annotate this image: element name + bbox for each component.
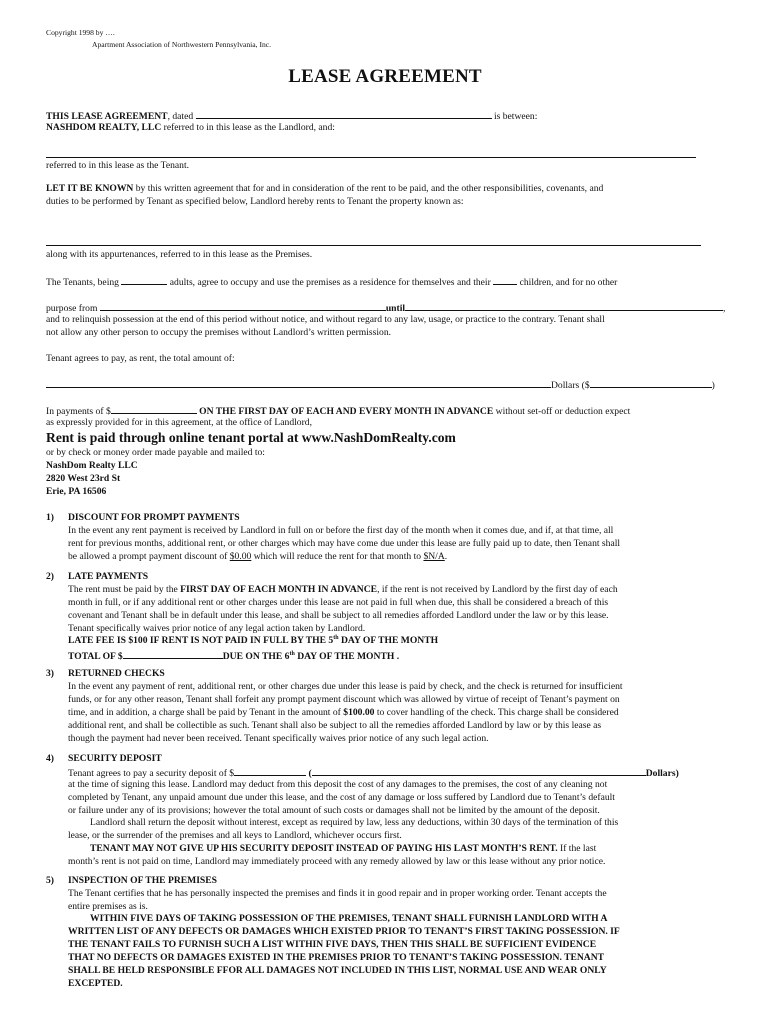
section-3-line-4: additional rent, and shall be collectible as such. Tenant shall also be subject to all the remedies afforded Landlord by law or by this lease as	[68, 720, 602, 731]
section-4-line-3: completed by Tenant, any unpaid amount due under this lease, and the cost of any damage or loss suffered by Landlord due to Tenant’s default	[68, 792, 615, 803]
section-3-heading: RETURNED CHECKS	[68, 668, 165, 679]
due-on-label: DUE ON THE 6	[222, 651, 290, 662]
section-3-line-3	[68, 707, 619, 719]
payments-line	[46, 404, 630, 418]
let-it-be-known-text: by this written agreement that for and in consideration of the rent to be paid, and the other responsibilities, covenants, and	[133, 183, 604, 194]
section-1-heading: DISCOUNT FOR PROMPT PAYMENTS	[68, 512, 240, 523]
section-1-number: 1)	[46, 512, 54, 523]
section-4-line-8: month’s rent is not paid on time, Landlord may immediately proceed with any remedy allowed by law or this lease without any prior notice.	[68, 856, 606, 867]
until-label: until	[385, 303, 406, 314]
tenants-line	[46, 275, 617, 289]
tenant-clause: referred to in this lease as the Tenant.	[46, 160, 190, 171]
adults-count-blank[interactable]	[121, 275, 167, 285]
landlord-name: NASHDOM REALTY, LLC	[46, 122, 162, 133]
discount-text: be allowed a prompt payment discount of	[68, 551, 230, 562]
intro-line-2	[46, 122, 335, 134]
dollars-label: Dollars ($	[551, 380, 590, 391]
late-text-a: The rent must be paid by the	[68, 584, 181, 595]
let-it-be-known-line	[46, 183, 603, 195]
address-line-1: NashDom Realty LLC	[46, 460, 138, 471]
section-5-number: 5)	[46, 875, 54, 886]
purpose-comma: ,	[723, 303, 726, 314]
end-date-blank[interactable]	[405, 301, 723, 311]
rent-intro: Tenant agrees to pay, as rent, the total amount of:	[46, 353, 235, 364]
total-due-line	[68, 649, 399, 663]
purpose-from-label: purpose from	[46, 303, 98, 314]
section-4-line-7	[90, 843, 596, 855]
late-fee-text-b: DAY OF THE MONTH	[338, 635, 439, 646]
landlord-clause: referred to in this lease as the Landlord, and:	[161, 122, 335, 133]
relinquish-line: and to relinquish possession at the end of this period without notice, and without regard to any law, usage, or practice to the contrary. Tenant shall	[46, 314, 605, 325]
rent-total-words-blank[interactable]	[46, 378, 551, 388]
due-day-text: DAY OF THE MONTH .	[294, 651, 400, 662]
deposit-dollars-label: Dollars)	[645, 768, 679, 779]
section-5-line-5: THE TENANT FAILS TO FURNISH SUCH A LIST WITHIN FIVE DAYS, THEN THIS SHALL BE SUFFICIENT EVIDENCE	[68, 939, 597, 950]
section-4-heading: SECURITY DEPOSIT	[68, 753, 162, 764]
section-5-line-7: SHALL BE HELD RESPONSIBLE FFOR ALL DAMAGES NOT INCLUDED IN THIS LIST, NORMAL USE AND WEAR ONLY	[68, 965, 607, 976]
section-4-line-4: or failure under any of its provisions; however the total amount of such costs or damages shall not be limited by the amount of the deposit.	[68, 805, 600, 816]
returned-check-text-c: to cover handling of the check. This charge shall be considered	[374, 707, 619, 718]
payment-schedule: ON THE FIRST DAY OF EACH AND EVERY MONTH IN ADVANCE	[199, 406, 494, 417]
discount-amount: $0.00	[229, 551, 252, 562]
address-line-3: Erie, PA 16506	[46, 486, 107, 497]
section-1-line-2: rent for previous months, additional rent, or other charges which may have come due under this lease are fully paid up to date, then Tenant shall	[68, 538, 621, 549]
occupancy-line: not allow any other person to occupy the premises without Landlord’s written permission.	[46, 327, 392, 338]
late-text-c: , if the rent is not received by Landlord by the first day of each	[377, 584, 618, 595]
returned-check-fee: $100.00	[343, 707, 375, 718]
section-5-line-8: EXCEPTED.	[68, 978, 123, 989]
deposit-paren: (	[308, 768, 312, 779]
intro-heading: THIS LEASE AGREEMENT	[46, 111, 168, 122]
purpose-line	[46, 301, 725, 315]
section-3-line-2: funds, or for any other reason, Tenant shall forfeit any prompt payment discount which was allowed by virtue of receipt of Tenant’s payment on	[68, 694, 620, 705]
total-of-label: TOTAL OF $	[68, 651, 123, 662]
tenant-portal-line: Rent is paid through online tenant portal at www.NashDomRealty.com	[46, 430, 456, 445]
discounted-rent-amount: $N/A	[423, 551, 445, 562]
deposit-words-blank[interactable]	[312, 766, 646, 776]
section-2-line-1	[68, 584, 618, 596]
intro-between-label: is between:	[493, 111, 538, 122]
premises-line: along with its appurtenances, referred to in this lease as the Premises.	[46, 249, 313, 260]
payment-setoff-text: without set-off or deduction expect	[493, 406, 631, 417]
section-4-number: 4)	[46, 753, 54, 764]
property-blank[interactable]	[46, 245, 701, 246]
late-fee-text: LATE FEE IS $100 IF RENT IS NOT PAID IN FULL BY THE 5	[68, 635, 334, 646]
copyright-publisher: Apartment Association of Northwestern Pennsylvania, Inc.	[92, 40, 272, 49]
address-line-2: 2820 West 23rd St	[46, 473, 121, 484]
duties-line: duties to be performed by Tenant as specified below, Landlord hereby rents to Tenant the property known as:	[46, 196, 464, 207]
section-4-line-2: at the time of signing this lease. Landlord may deduct from this deposit the cost of any damages to the premises, the cost of any cleaning not	[68, 779, 608, 790]
section-4-line-1	[68, 766, 679, 780]
section-5-line-6: THAT NO DEFECTS OR DAMAGES EXISTED IN THE PREMISES PRIOR TO TENANT’S TAKING POSSESSION. TENANT	[68, 952, 605, 963]
section-5-line-3: WITHIN FIVE DAYS OF TAKING POSSESSION OF THE PREMISES, TENANT SHALL FURNISH LANDLORD WITH A	[90, 913, 608, 924]
tenants-occupy-text: adults, agree to occupy and use the premises as a residence for themselves and their	[169, 277, 491, 288]
tenants-children-text: children, and for no other	[519, 277, 618, 288]
tenants-being-label: The Tenants, being	[46, 277, 119, 288]
children-count-blank[interactable]	[493, 275, 517, 285]
late-due-date: FIRST DAY OF EACH MONTH IN ADVANCE	[180, 584, 378, 595]
section-5-line-4: WRITTEN LIST OF ANY DEFECTS OR DAMAGES WHICH EXISTED PRIOR TO TENANT’S FIRST TAKING POSSESSION. IF	[68, 926, 620, 937]
section-2-number: 2)	[46, 571, 54, 582]
deposit-warning-tail: If the last	[557, 843, 597, 854]
mail-line: or by check or money order made payable and mailed to:	[46, 447, 265, 458]
section-5-heading: INSPECTION OF THE PREMISES	[68, 875, 218, 886]
discount-reduce-text: which will reduce the rent for that month to	[251, 551, 424, 562]
section-4-line-6: lease, or the surrender of the premises and all keys to Landlord, whichever occurs first.	[68, 830, 402, 841]
total-due-blank[interactable]	[123, 649, 223, 659]
section-5-line-2: entire premises as is.	[68, 901, 148, 912]
section-4-line-5: Landlord shall return the deposit without interest, except as required by law, less any deductions, within 30 days of the termination of this	[90, 817, 619, 828]
returned-check-text: time, and in addition, a charge shall be paid by Tenant in the amount of	[68, 707, 344, 718]
copyright-line: Copyright 1998 by ….	[46, 28, 115, 37]
deposit-amount-blank[interactable]	[234, 766, 306, 776]
section-3-line-1: In the event any payment of rent, additional rent, or other charges due under this lease is paid by check, and the check is returned for insufficient	[68, 681, 623, 692]
rent-total-line	[46, 378, 715, 392]
section-2-line-4: Tenant specifically waives prior notice of any legal action taken by Landlord.	[68, 623, 366, 634]
office-line: as expressly provided for in this agreement, at the office of Landlord,	[46, 417, 312, 428]
section-2-line-2: month in full, or if any additional rent or other charges under this lease are not paid in full when due, this shall be considered a breach of this	[68, 597, 609, 608]
intro-line-1	[46, 109, 537, 123]
discount-period: .	[444, 551, 448, 562]
section-1-line-1: In the event any rent payment is received by Landlord in full on or before the first day of the month when it comes due, and if, at that time, all	[68, 525, 614, 536]
date-blank[interactable]	[196, 109, 492, 119]
payment-amount-blank[interactable]	[111, 404, 197, 414]
section-2-line-3: covenant and Tenant shall be in default under this lease, and shall be subject to all remedies afforded Landlord under the law or by this lease.	[68, 610, 609, 621]
deposit-text: Tenant agrees to pay a security deposit of $	[68, 768, 235, 779]
section-1-line-3	[68, 551, 447, 563]
intro-dated-label: , dated	[167, 111, 194, 122]
tenant-name-blank[interactable]	[46, 157, 696, 158]
dollars-close: )	[711, 380, 715, 391]
document-title: LEASE AGREEMENT	[288, 66, 482, 87]
start-date-blank[interactable]	[100, 301, 386, 311]
late-fee-sup: th	[333, 634, 339, 641]
late-fee-line	[68, 635, 438, 647]
let-it-be-known-heading: LET IT BE KNOWN	[46, 183, 134, 194]
payments-label: In payments of $	[46, 406, 111, 417]
section-3-number: 3)	[46, 668, 54, 679]
section-5-line-1: The Tenant certifies that he has personally inspected the premises and finds it in good repair and in proper working order. Tenant accepts the	[68, 888, 607, 899]
section-2-heading: LATE PAYMENTS	[68, 571, 149, 582]
due-sup: th	[289, 650, 295, 657]
section-3-line-5: though the payment had never been received. Tenant specifically waives prior notice of any such legal action.	[68, 733, 489, 744]
deposit-warning: TENANT MAY NOT GIVE UP HIS SECURITY DEPOSIT INSTEAD OF PAYING HIS LAST MONTH’S RENT.	[90, 843, 558, 854]
rent-total-amount-blank[interactable]	[590, 378, 712, 388]
